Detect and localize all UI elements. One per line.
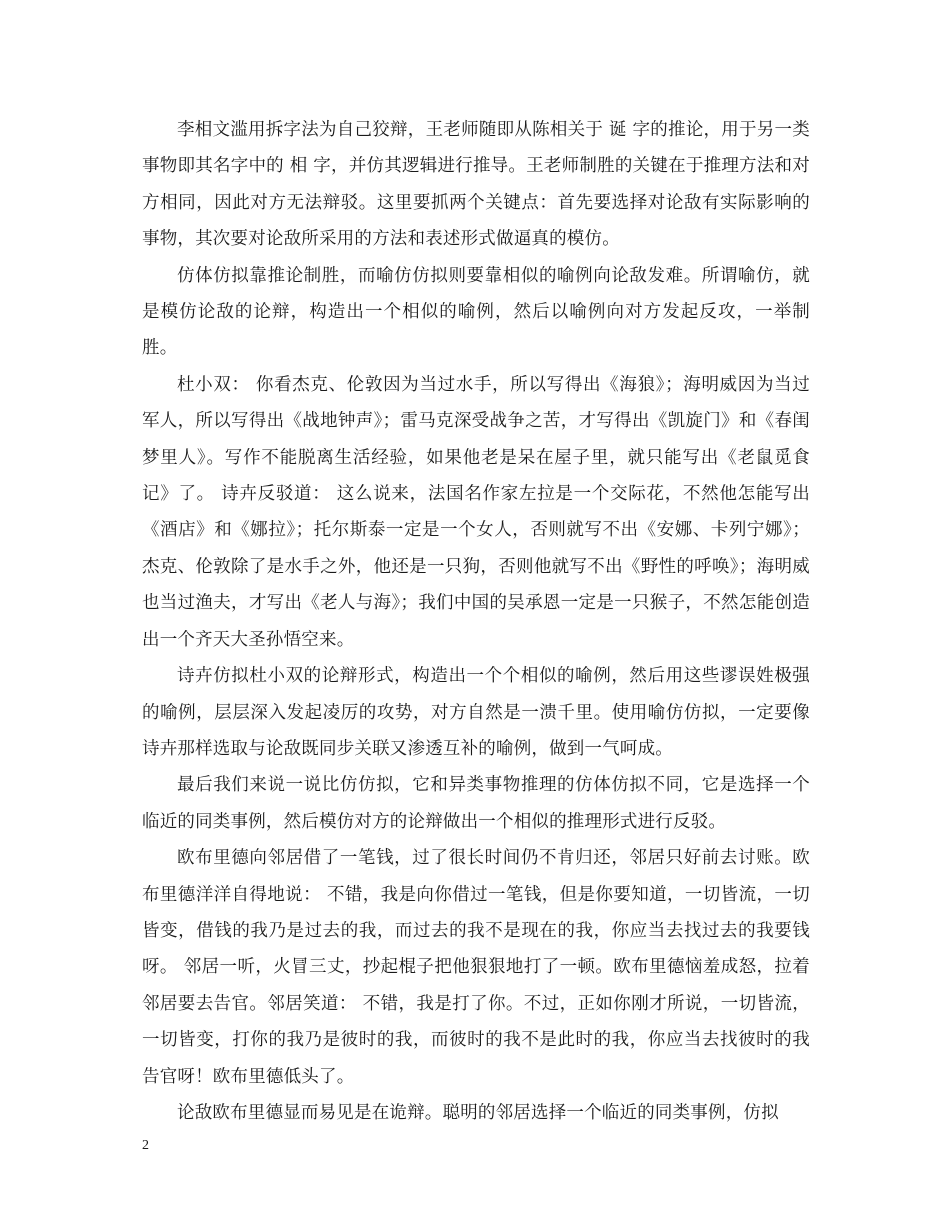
- paragraph-5: 最后我们来说一说比仿仿拟，它和异类事物推理的仿体仿拟不同，它是选择一个临近的同类事例，然后模仿对方的论辩做出一个相似的推理形式进行反驳。: [142, 775, 810, 832]
- paragraph-7: 论敌欧布里德显而易见是在诡辩。聪明的邻居选择一个临近的同类事例，仿拟: [177, 1102, 779, 1123]
- paragraph-1: 李相文滥用拆字法为自己狡辩，王老师随即从陈相关于 诞 字的推论，用于另一类事物即其名字中的 相 字，并仿其逻辑进行推导。王老师制胜的关键在于推理方法和对方相同，因此对方无法辩驳。这里要抓两个关键点：首先要选择对论敌有实际影响的事物，其次要对论敌所采用的方法和表述形式做逼真的模仿。: [142, 120, 810, 250]
- paragraph-4: 诗卉仿拟杜小双的论辩形式，构造出一个个相似的喻例，然后用这些谬误姓极强的喻例，层层深入发起凌厉的攻势，对方自然是一溃千里。使用喻仿仿拟，一定要像诗卉那样选取与论敌既同步关联又渗透互补的喻例，做到一气呵成。: [142, 666, 810, 759]
- document-body: [142, 112, 810, 1131]
- paragraph-6: 欧布里德向邻居借了一笔钱，过了很长时间仍不肯归还，邻居只好前去讨账。欧布里德洋洋自得地说： 不错，我是向你借过一笔钱，但是你要知道，一切皆流，一切皆变，借钱的我乃是过去的我，而过去的我不是现在的我，你应当去找过去的我要钱呀。 邻居一听，火冒三丈，抄起棍子把他狠狠地打了一顿。欧布里德恼羞成怒，拉着邻居要去告官。邻居笑道： 不错，我是打了你。不过，正如你刚才所说，一切皆流，一切皆变，打你的我乃是彼时的我，而彼时的我不是此时的我，你应当去找彼时的我告官呀！欧布里德低头了。: [142, 848, 810, 1087]
- paragraph-3: 杜小双： 你看杰克、伦敦因为当过水手，所以写得出《海狼》；海明威因为当过军人，所以写得出《战地钟声》；雷马克深受战争之苦，才写得出《凯旋门》和《春闺梦里人》。写作不能脱离生活经验，如果他老是呆在屋子里，就只能写出《老鼠觅食记》了。 诗卉反驳道： 这么说来，法国名作家左拉是一个交际花，不然他怎能写出《酒店》和《娜拉》；托尔斯泰一定是一个女人，否则就写不出《安娜、卡列宁娜》；杰克、伦敦除了是水手之外，他还是一只狗，否则他就写不出《野性的呼唤》；海明威也当过渔夫，才写出《老人与海》；我们中国的吴承恩一定是一只猴子，不然怎能创造出一个齐天大圣孙悟空来。: [142, 374, 810, 650]
- paragraph-2: 仿体仿拟靠推论制胜，而喻仿仿拟则要靠相似的喻例向论敌发难。所谓喻仿，就是模仿论敌的论辩，构造出一个相似的喻例，然后以喻例向对方发起反攻，一举制胜。: [142, 265, 810, 359]
- page-number: 2: [142, 1138, 149, 1153]
